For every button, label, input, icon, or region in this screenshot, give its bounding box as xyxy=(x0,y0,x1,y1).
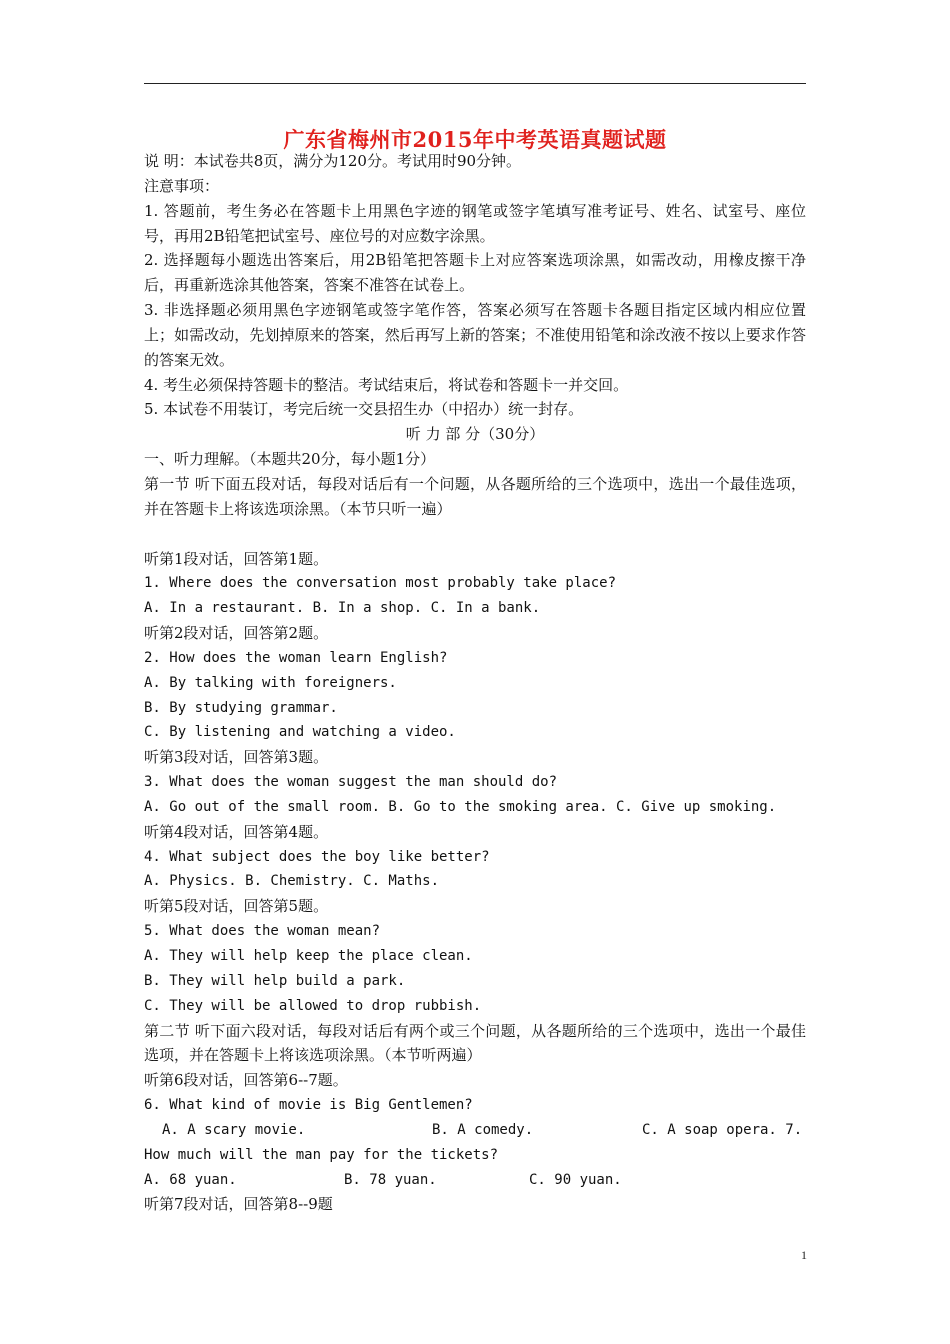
answer-option: B. A comedy. xyxy=(432,1121,534,1138)
note-item: 4. 考生必须保持答题卡的整洁。考试结束后，将试卷和答题卡一并交回。 xyxy=(144,375,629,394)
answer-options-row xyxy=(144,1168,806,1193)
dialog-prompt: 听第4段对话，回答第4题。 xyxy=(144,822,329,841)
answer-option: C. A soap opera. 7. xyxy=(642,1121,803,1138)
question: 1. Where does the conversation most probably take place? xyxy=(144,575,617,592)
dialog-prompt: 听第5段对话，回答第5题。 xyxy=(144,897,329,916)
notes-heading: 注意事项： xyxy=(144,176,220,195)
question: How much will the man pay for the tickets? xyxy=(144,1146,499,1163)
answer-options: A. Go out of the small room. B. Go to the smoking area. C. Give up smoking. xyxy=(144,798,777,815)
section-instructions: 第二节 听下面六段对话，每段对话后有两个或三个问题，从各题所给的三个选项中，选出一个最佳选项，并在答题卡上将该选项涂黑。（本节听两遍） xyxy=(144,1021,806,1065)
answer-option: A. 68 yuan. xyxy=(144,1171,237,1188)
answer-options: A. Physics. B. Chemistry. C. Maths. xyxy=(144,873,440,890)
page-number: 1 xyxy=(801,1248,807,1262)
section-instructions: 第一节 听下面五段对话，每段对话后有一个问题，从各题所给的三个选项中，选出一个最佳选项，并在答题卡上将该选项涂黑。（本节只听一遍） xyxy=(144,474,806,518)
note-item: 2. 选择题每小题选出答案后，用2B铅笔把答题卡上对应答案选项涂黑，如需改动，用橡皮擦干净后，再重新选涂其他答案，答案不准答在试卷上。 xyxy=(144,251,806,295)
section-title: 听 力 部 分（30分） xyxy=(405,425,545,444)
document-body xyxy=(144,149,806,1217)
header-rule xyxy=(144,83,806,84)
question: 4. What subject does the boy like better? xyxy=(144,848,490,865)
dialog-prompt: 听第3段对话，回答第3题。 xyxy=(144,748,329,767)
question: 3. What does the woman suggest the man should do? xyxy=(144,774,558,791)
note-item: 1. 答题前，考生务必在答题卡上用黑色字迹的钢笔或签字笔填写准考证号、姓名、试室号、座位号，再用2B铅笔把试室号、座位号的对应数字涂黑。 xyxy=(144,201,806,245)
spacer xyxy=(144,522,806,547)
intro-line: 说 明：本试卷共8页，满分为120分。考试用时90分钟。 xyxy=(144,152,522,170)
answer-option: C. They will be allowed to drop rubbish. xyxy=(144,997,482,1014)
answer-options-row xyxy=(144,1118,806,1143)
dialog-prompt: 听第7段对话，回答第8--9题 xyxy=(144,1195,333,1214)
answer-option: A. By talking with foreigners. xyxy=(144,674,397,691)
answer-option: C. 90 yuan. xyxy=(529,1171,622,1188)
note-item: 3. 非选择题必须用黑色字迹钢笔或签字笔作答，答案必须写在答题卡各题目指定区域内相应位置上；如需改动，先划掉原来的答案，然后再写上新的答案；不准使用铅笔和涂改液不按以上要求作答的答案无效。 xyxy=(144,301,806,369)
dialog-prompt: 听第1段对话，回答第1题。 xyxy=(144,549,329,568)
answer-option: B. They will help build a park. xyxy=(144,972,406,989)
answer-option: B. 78 yuan. xyxy=(344,1171,437,1188)
answer-option: A. They will help keep the place clean. xyxy=(144,948,473,964)
question: 5. What does the woman mean? xyxy=(144,923,381,940)
answer-option: B. By studying grammar. xyxy=(144,699,338,716)
dialog-prompt: 听第2段对话，回答第2题。 xyxy=(144,624,329,643)
answer-option: A. A scary movie. xyxy=(162,1121,306,1138)
note-item: 5. 本试卷不用装订，考完后统一交县招生办（中招办）统一封存。 xyxy=(144,400,584,419)
page-title: 广东省梅州市2015年中考英语真题试题 xyxy=(283,127,667,152)
answer-option: C. By listening and watching a video. xyxy=(144,724,456,741)
answer-options: A. In a restaurant. B. In a shop. C. In a bank. xyxy=(144,600,541,617)
question: 2. How does the woman learn English? xyxy=(144,649,448,666)
part-heading: 一、听力理解。（本题共20分，每小题1分） xyxy=(144,450,436,469)
dialog-prompt: 听第6段对话，回答第6--7题。 xyxy=(144,1071,348,1090)
question: 6. What kind of movie is Big Gentlemen? xyxy=(144,1097,473,1114)
